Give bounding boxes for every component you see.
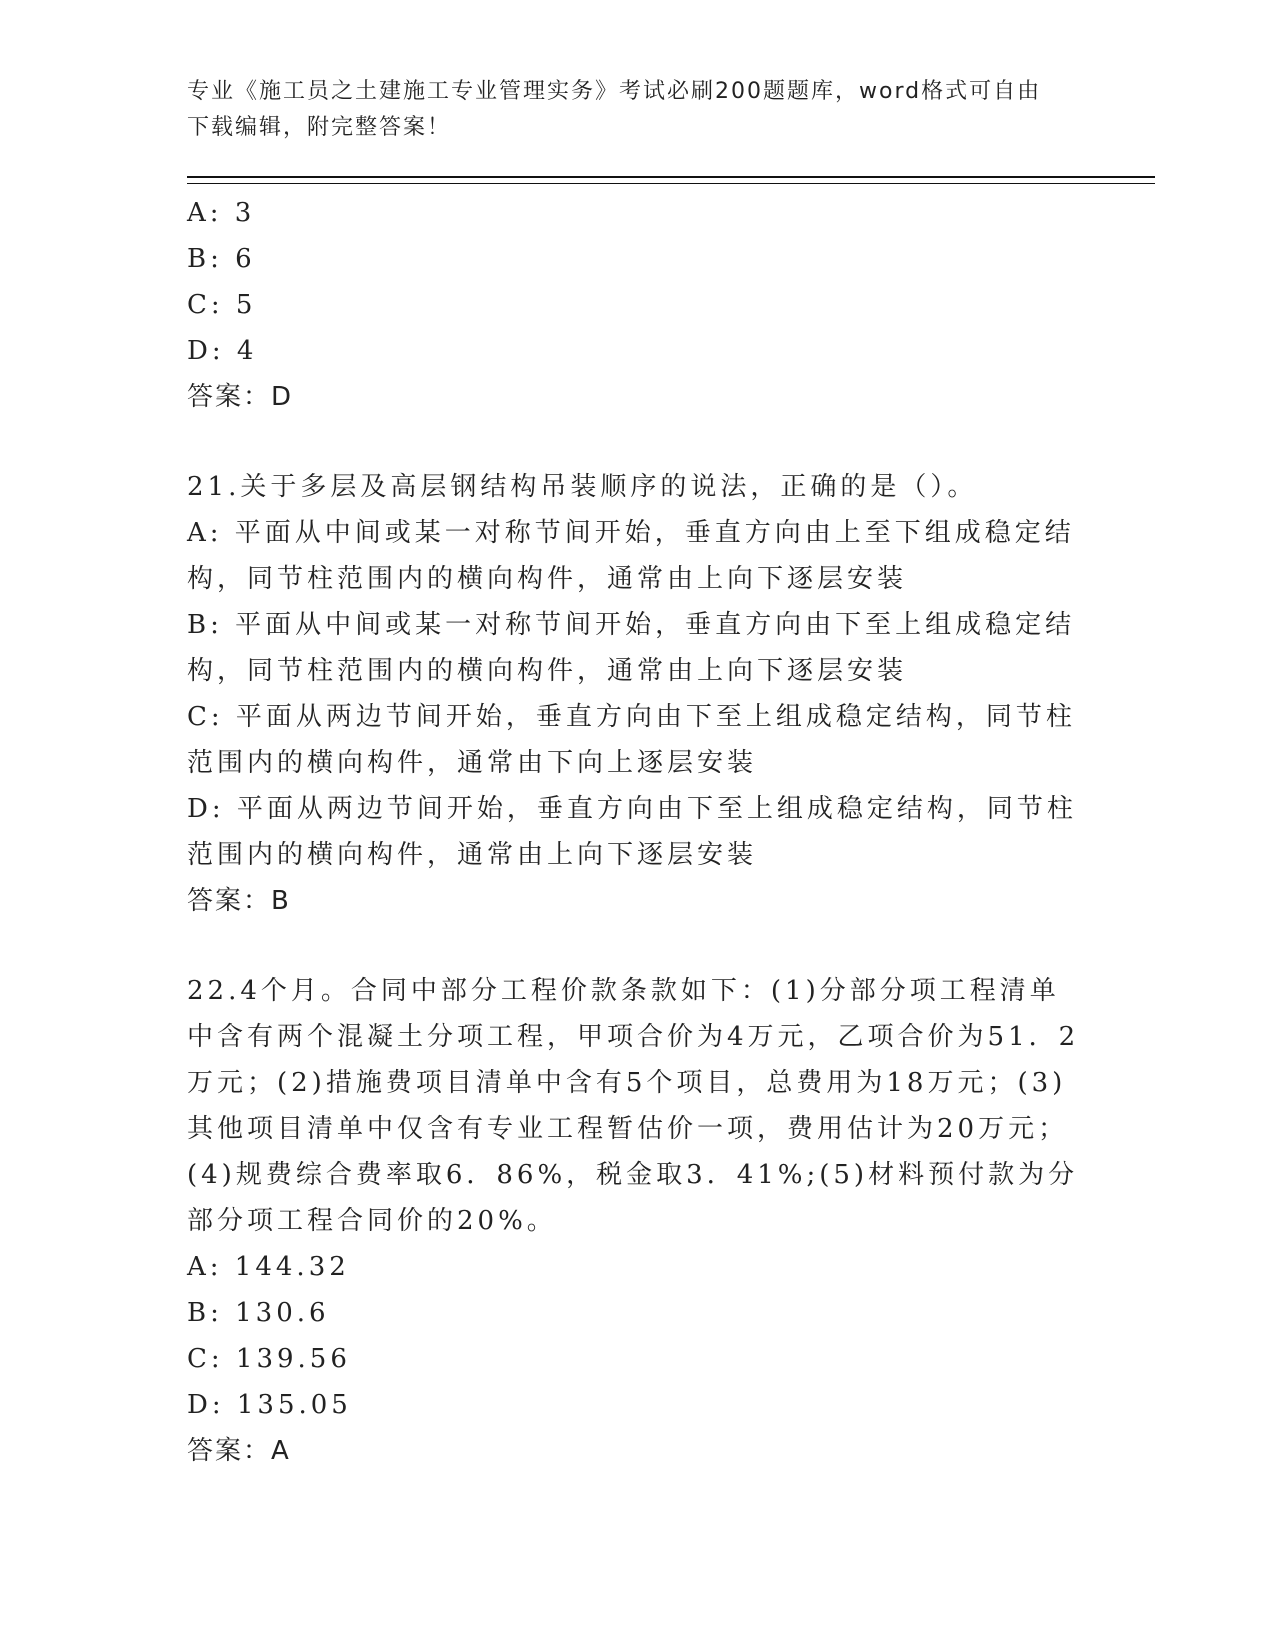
option-c: C: 139.56 (187, 1344, 351, 1374)
option-a: A: 144.32 (187, 1252, 350, 1282)
question-stem: 22.4个月。合同中部分工程价款条款如下：(1)分部分项工程清单中含有两个混凝土分项工程，甲项合价为4万元，乙项合价为51．2万元；(2)措施费项目清单中含有5个项目，总费用为18万元；(3)其他项目清单中仅含有专业工程暂估价一项，费用估计为20万元；(4)规费综合费率取6．86%，税金取3．41%;(5)材料预付款为分部分项工程合同价的20%。 (187, 976, 1080, 1236)
option-a: A: 平面从中间或某一对称节间开始，垂直方向由上至下组成稳定结构，同节柱范围内的横向构件，通常由上向下逐层安装 (187, 518, 1075, 594)
option-d: D: 平面从两边节间开始，垂直方向由下至上组成稳定结构，同节柱范围内的横向构件，通常由上向下逐层安装 (187, 794, 1077, 870)
option-b: B: 130.6 (187, 1298, 330, 1328)
option-b: B: 6 (187, 244, 256, 274)
page-header (187, 74, 1087, 146)
answer-line: 答案：D (187, 382, 294, 412)
option-a: A: 3 (187, 198, 256, 228)
question-20-tail (187, 190, 1087, 420)
option-c: C: 5 (187, 290, 257, 320)
option-d: D: 4 (187, 336, 258, 366)
spacer (187, 924, 1087, 968)
spacer (187, 420, 1087, 464)
option-c: C: 平面从两边节间开始，垂直方向由下至上组成稳定结构，同节柱范围内的横向构件，通常由下向上逐层安装 (187, 702, 1076, 778)
question-22 (187, 968, 1087, 1474)
question-21 (187, 464, 1087, 924)
header-title-line-2: 下载编辑，附完整答案！ (187, 115, 452, 140)
option-b: B: 平面从中间或某一对称节间开始，垂直方向由下至上组成稳定结构，同节柱范围内的横向构件，通常由上向下逐层安装 (187, 610, 1076, 686)
option-d: D: 135.05 (187, 1390, 352, 1420)
header-title-line-1: 专业《施工员之土建施工专业管理实务》考试必刷200题题库，word格式可自由 (187, 79, 1042, 104)
question-stem: 21.关于多层及高层钢结构吊装顺序的说法，正确的是（）。 (187, 472, 978, 502)
answer-line: 答案：B (187, 886, 291, 916)
answer-line: 答案：A (187, 1436, 291, 1466)
header-divider (187, 176, 1155, 184)
question-list (187, 190, 1087, 1474)
